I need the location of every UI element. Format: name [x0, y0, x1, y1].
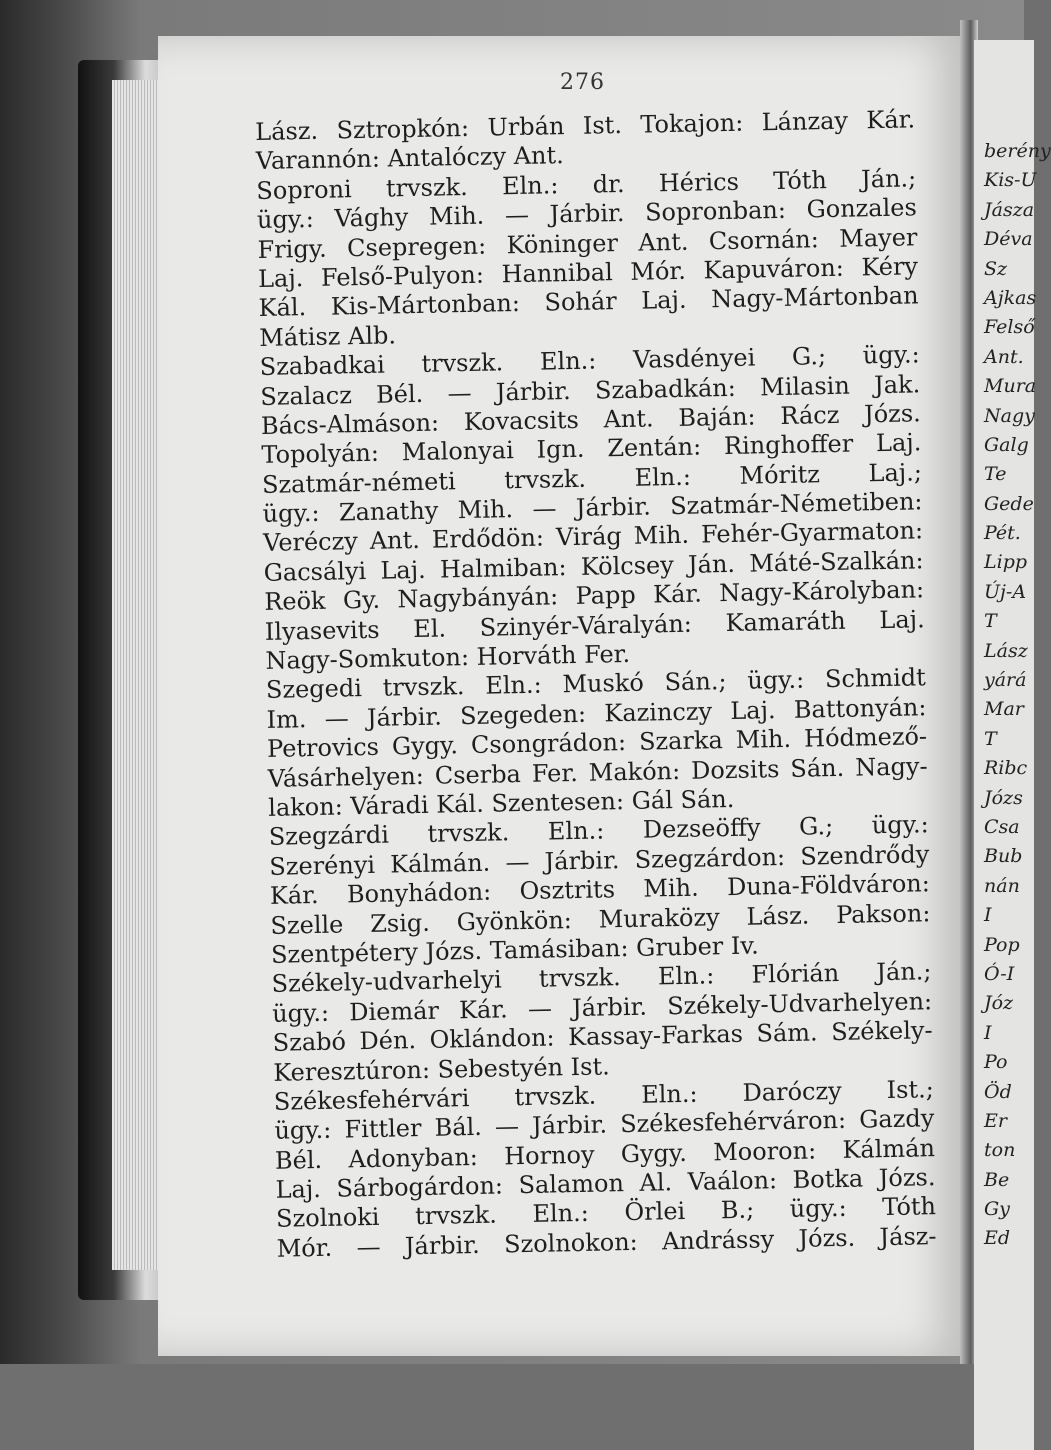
word: Szatmár-Németiben:	[669, 487, 923, 521]
word: Zentán:	[607, 432, 702, 463]
word: Szalacz	[260, 380, 353, 411]
word: Mór.	[276, 1233, 333, 1263]
word: Sám.	[756, 1018, 818, 1048]
adjacent-page-text: Kis-U	[984, 169, 1037, 192]
word: Szegeden:	[459, 699, 587, 730]
word: Ant.	[513, 141, 565, 171]
word: Muskó	[562, 669, 645, 699]
adjacent-page-text: Új-A	[984, 580, 1027, 603]
word: —	[447, 378, 472, 407]
word: Keresztúron:	[273, 1055, 438, 1087]
word: Ist.	[582, 110, 623, 140]
word: Flórián	[751, 959, 840, 989]
word: Kassay-Farkas	[567, 1019, 744, 1052]
word: Duna-Földváron:	[726, 869, 931, 902]
adjacent-page-text: Csa	[984, 815, 1020, 838]
word: Szegedi	[265, 674, 363, 705]
page-number: 276	[560, 70, 605, 95]
word: lakon:	[267, 792, 351, 822]
word: Hódmező-	[803, 722, 928, 753]
adjacent-page-text: berény	[984, 140, 1051, 162]
word: B.;	[720, 1196, 755, 1225]
word: Gonzales	[806, 193, 918, 224]
word: Ist.	[570, 1051, 610, 1081]
word: Reök	[264, 586, 326, 617]
word: Fer.	[583, 639, 631, 669]
adjacent-page-text: yárá	[984, 669, 1027, 692]
word: Járbir.	[571, 992, 648, 1022]
adjacent-page-text: Ó-I	[984, 962, 1015, 985]
word: Alb.	[347, 321, 397, 350]
word: Rácz	[780, 400, 840, 430]
word: Bél.	[375, 379, 424, 409]
word: Andrássy	[661, 1225, 775, 1256]
word: Schmidt	[824, 663, 927, 694]
word: trvszk.	[414, 1201, 498, 1231]
word: Al.	[639, 1168, 673, 1197]
adjacent-page-text: Mura	[984, 375, 1037, 398]
word: Járbir.	[404, 1230, 481, 1261]
word: Szendrődy	[800, 839, 930, 871]
word: ügy.:	[871, 810, 929, 840]
word: Szinyér-Váralyán:	[479, 609, 693, 642]
word: Szentesen:	[491, 786, 632, 818]
word: Sebestyén	[437, 1052, 571, 1084]
word: Antalóczy	[387, 142, 514, 173]
adjacent-page-text: Felső	[984, 316, 1035, 339]
word: Veréczy	[262, 527, 359, 558]
word: Eln.:	[501, 170, 559, 201]
word: Józs.	[425, 936, 491, 966]
word: ügy.:	[747, 665, 805, 696]
adjacent-page-text: Sz	[984, 257, 1008, 280]
word: Ant.	[638, 227, 689, 257]
word: ügy.:	[256, 205, 315, 235]
word: G.;	[791, 342, 827, 371]
adjacent-page-text: Galg	[984, 433, 1029, 456]
word: Székely-Udvarhelyen:	[666, 986, 933, 1020]
word: Halmiban:	[439, 552, 567, 584]
word: Baján:	[678, 402, 756, 432]
word: Felső-Pulyon:	[320, 260, 485, 292]
word: Zsig.	[369, 908, 431, 938]
word: Eln.:	[547, 816, 605, 846]
word: Nagy-Mártonban	[710, 281, 919, 314]
word: Laj.	[730, 695, 776, 725]
word: Móritz	[739, 459, 821, 490]
word: Járbir.	[575, 492, 652, 522]
word: Kapuváron:	[703, 253, 845, 285]
word: Frigy.	[257, 234, 327, 264]
word: Kár.	[652, 579, 703, 609]
word: trvszk.	[382, 672, 465, 703]
page-edges	[112, 80, 162, 1270]
word: Kéry	[861, 252, 919, 282]
word: ügy.:	[262, 498, 320, 529]
word: Papp	[575, 581, 636, 611]
word: Sárbogárdon:	[336, 1171, 504, 1203]
word: Mih.	[633, 521, 690, 551]
word: —	[532, 494, 557, 523]
word: G.;	[798, 812, 834, 842]
word: Kálmán.	[389, 848, 491, 879]
word: Topolyán:	[261, 438, 380, 470]
word: Sán.	[680, 784, 735, 814]
word: Nagy-	[854, 751, 928, 782]
word: Oklándon:	[429, 1023, 555, 1054]
word: Kamaráth	[725, 606, 846, 637]
adjacent-page-text: Gy	[984, 1198, 1010, 1221]
word: Laj.	[640, 286, 687, 315]
word: Tokajon:	[640, 108, 744, 139]
adjacent-page-text: Nagy	[984, 404, 1035, 427]
word: Mih.	[735, 725, 792, 755]
word: Nagybányán:	[397, 582, 559, 614]
word: Kál.	[258, 293, 307, 323]
adjacent-page-text: Pop	[984, 933, 1020, 956]
word: Sán.;	[664, 667, 727, 697]
word: Mih.	[457, 495, 514, 525]
word: Muraközy	[598, 902, 720, 934]
adjacent-page-text: Józs	[984, 786, 1023, 809]
word: Bács-Almáson:	[260, 408, 440, 440]
word: ügy.:	[862, 340, 920, 370]
word: Ign.	[536, 435, 585, 464]
adjacent-page-text: Ribc	[984, 757, 1028, 780]
word: Nagy-Somkuton:	[265, 642, 477, 675]
word: Dén.	[359, 1026, 417, 1056]
word: Erdődön:	[431, 524, 545, 555]
word: Jak.	[873, 369, 921, 399]
adjacent-page-fragment	[974, 40, 1051, 1450]
word: trvszk.	[385, 172, 469, 203]
word: Botka	[792, 1164, 864, 1194]
adjacent-page-text: Öd	[984, 1080, 1012, 1103]
word: Gál	[631, 785, 681, 815]
word: Sztropkón:	[336, 113, 470, 145]
adjacent-page-text: Po	[984, 1051, 1008, 1074]
word: Diemár	[348, 996, 440, 1027]
word: Zanathy	[338, 496, 439, 527]
word: Sán.	[790, 753, 845, 783]
word: —	[505, 847, 530, 877]
adjacent-page-text: Józ	[984, 992, 1014, 1015]
word: Vághy	[334, 203, 409, 233]
word: —	[494, 1112, 520, 1141]
word: Eln.:	[532, 1199, 590, 1229]
word: Kár.	[458, 995, 509, 1024]
word: Iv.	[730, 931, 759, 960]
adjacent-page-text: I	[984, 904, 992, 927]
word: Jász-	[879, 1221, 937, 1252]
word: Dozsits	[690, 754, 780, 785]
word: Járbir.	[549, 199, 625, 229]
word: Salamon	[518, 1169, 625, 1200]
word: Szatmár-németi	[261, 466, 456, 499]
word: Hérics	[658, 167, 740, 198]
word: Járbir.	[366, 702, 443, 732]
word: Vaálon:	[687, 1166, 778, 1196]
word: Virág	[555, 522, 622, 552]
word: Dezseöffy	[642, 813, 761, 845]
adjacent-page-text: Jásza	[984, 198, 1035, 221]
word: Székesfehérvári	[273, 1083, 470, 1116]
adjacent-page-text: Ed	[984, 1227, 1011, 1250]
word: Laj.	[875, 428, 922, 458]
word: Laj.	[275, 1174, 322, 1204]
word: Pakson:	[835, 898, 931, 929]
word: Járbir.	[495, 376, 571, 406]
word: Ist.;	[886, 1075, 935, 1104]
page-text-block	[255, 105, 937, 1264]
word: Bál.	[434, 1113, 483, 1143]
word: Mátisz	[258, 321, 349, 352]
adjacent-page-text: Bub	[984, 845, 1023, 868]
word: Mooron:	[712, 1136, 817, 1167]
word: ügy.:	[789, 1194, 847, 1224]
word: Ján.	[687, 549, 736, 579]
word: Lánzay	[761, 106, 849, 137]
word: Daróczy	[742, 1076, 842, 1107]
word: Soproni	[256, 174, 352, 205]
word: Eln.:	[640, 1079, 698, 1109]
word: Mayer	[838, 222, 918, 253]
word: Kis-Mártonban:	[330, 289, 521, 321]
word: Lász.	[255, 116, 319, 146]
word: Im.	[266, 704, 307, 734]
word: Szarka	[638, 726, 724, 756]
adjacent-page-text: Te	[984, 463, 1007, 486]
word: Székesfehérváron:	[619, 1106, 847, 1139]
word: Horváth	[476, 640, 585, 671]
adjacent-page-text: Pét.	[984, 522, 1021, 545]
word: Kár.	[866, 105, 916, 135]
word: Fehér-Gyarmaton:	[700, 516, 924, 549]
word: Gruber	[635, 931, 732, 962]
word: Kál.	[435, 789, 492, 819]
word: Vasdényei	[632, 343, 756, 374]
adjacent-page-text: Ant.	[984, 345, 1024, 368]
word: Székely-	[830, 1016, 933, 1047]
adjacent-page-text: Déva	[984, 228, 1033, 251]
word: Szelle	[270, 910, 344, 940]
word: Gy.	[342, 585, 381, 615]
word: Szabadkán:	[594, 373, 737, 405]
word: Járbir.	[531, 1110, 608, 1141]
word: —	[527, 994, 553, 1023]
word: —	[324, 704, 349, 733]
word: —	[504, 200, 530, 230]
word: Mih.	[428, 201, 485, 231]
word: Laj.;	[868, 457, 923, 487]
word: Hornoy	[503, 1140, 595, 1171]
adjacent-page-text: Lász	[984, 639, 1028, 662]
adjacent-page-text: nán	[984, 874, 1020, 897]
word: dr.	[592, 169, 625, 199]
word: Bonyhádon:	[346, 877, 492, 909]
word: ügy.:	[274, 1116, 332, 1146]
word: Eln.:	[539, 346, 597, 376]
word: Ant.	[369, 526, 421, 556]
adjacent-page-text: Mar	[984, 698, 1024, 721]
word: Kovacsits	[463, 405, 580, 436]
adjacent-page-text: Ajkas	[984, 286, 1037, 309]
adjacent-page-text: I	[984, 1021, 992, 1044]
word: Fittler	[344, 1114, 422, 1144]
adjacent-page-text: Er	[984, 1109, 1007, 1132]
word: Szolnokon:	[503, 1227, 639, 1259]
word: Szegzárdi	[268, 820, 390, 852]
word: trvszk.	[421, 348, 504, 378]
word: Gacsályi	[263, 556, 367, 587]
word: Csornán:	[708, 224, 820, 255]
word: Laj.	[879, 604, 925, 634]
adjacent-page-text: T	[984, 727, 997, 750]
word: Gygy.	[391, 731, 459, 761]
word: Urbán	[487, 112, 565, 142]
word: Tóth	[772, 165, 828, 195]
word: trvszk.	[427, 818, 510, 849]
word: Tamásiban:	[489, 933, 637, 965]
word: El.	[413, 614, 447, 643]
word: Gyönkön:	[456, 905, 573, 936]
word: Csongrádon:	[470, 728, 627, 760]
word: Örlei	[624, 1197, 686, 1227]
word: Máté-Szalkán:	[749, 546, 924, 578]
word: Járbir.	[544, 845, 620, 876]
word: Malonyai	[401, 436, 515, 467]
word: Varannón:	[255, 144, 388, 176]
word: Makón:	[588, 756, 681, 787]
word: Petrovics	[266, 732, 380, 764]
word: Váradi	[350, 790, 437, 821]
adjacent-page-text: Lipp	[984, 551, 1028, 574]
word: ügy.:	[271, 998, 330, 1028]
word: Szolnoki	[275, 1203, 380, 1234]
word: Ant.	[603, 404, 654, 434]
word: Szabadkai	[259, 350, 385, 382]
word: Laj.	[380, 555, 427, 585]
word: Eln.:	[657, 961, 715, 991]
word: Józs.	[878, 1163, 936, 1193]
word: Lász.	[746, 901, 810, 931]
word: Szegzárdon:	[634, 842, 786, 874]
word: Székely-udvarhelyi	[271, 965, 502, 999]
word: Kár.	[269, 881, 319, 911]
word: Kazinczy	[604, 697, 713, 728]
word: Sohár	[544, 287, 617, 317]
word: Kálmán	[842, 1133, 936, 1164]
word: Sopronban:	[644, 195, 787, 227]
word: Eln.:	[634, 462, 692, 492]
word: Mih.	[643, 873, 699, 903]
word: Ringhoffer	[723, 429, 854, 461]
word: Cserba	[434, 759, 522, 790]
word: Ilyasevits	[264, 615, 380, 646]
word: Eln.:	[485, 671, 542, 701]
word: Szentpétery	[270, 937, 426, 969]
word: trvszk.	[514, 1081, 597, 1112]
word: Vásárhelyen:	[267, 761, 425, 793]
word: Ján.;	[860, 164, 917, 194]
word: Józs.	[863, 399, 922, 429]
word: Battonyán:	[793, 693, 927, 724]
word: Bél.	[274, 1145, 323, 1175]
word: Ján.;	[876, 957, 932, 987]
word: Gygy.	[620, 1138, 688, 1168]
word: trvszk.	[503, 464, 587, 494]
word: Mór.	[630, 256, 687, 286]
word: trvszk.	[538, 963, 621, 994]
word: Józs.	[798, 1223, 856, 1253]
word: Nagy-Károlyban:	[718, 575, 925, 608]
word: —	[356, 1232, 381, 1262]
word: Szerényi	[269, 850, 376, 881]
adjacent-page-text: Gede	[984, 492, 1034, 515]
word: Hannibal	[501, 258, 613, 289]
word: Adonyban:	[348, 1142, 479, 1174]
word: Laj.	[257, 264, 304, 293]
word: Csepregen:	[346, 231, 487, 262]
word: Gazdy	[858, 1104, 935, 1134]
word: Fer.	[531, 758, 579, 788]
adjacent-page-text: T	[984, 610, 997, 633]
word: Köninger	[506, 228, 619, 259]
word: Szabó	[272, 1027, 347, 1057]
word: Milasin	[759, 371, 851, 401]
adjacent-page-text: ton	[984, 1139, 1016, 1162]
word: Kölcsey	[580, 550, 675, 581]
adjacent-page-text: Be	[984, 1168, 1010, 1191]
word: Osztrits	[519, 875, 616, 906]
word: Tóth	[882, 1192, 937, 1222]
